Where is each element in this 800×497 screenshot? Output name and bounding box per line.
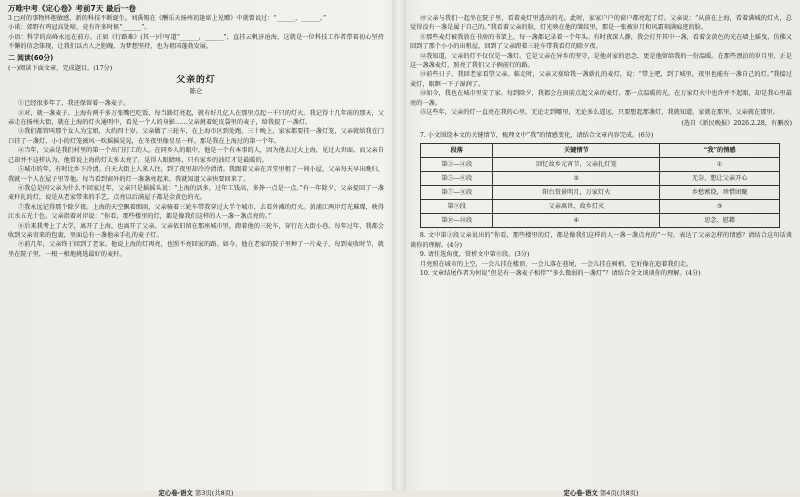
table-cell: 父亲离世，故乡灯灭 — [493, 200, 660, 214]
table-cell: ② — [493, 172, 660, 186]
intro-line: 小诺：郊野有鸡冠高处啼，竟有许多时候“______”。 — [8, 24, 151, 32]
paragraph: ①已经很多年了，我还保留着一盏麦子。 — [17, 100, 130, 108]
emotion-table — [420, 143, 780, 228]
footer-page: 第3页(共8页) — [194, 489, 234, 497]
table-cell: 乡愁萦绕，珍惜团聚 — [660, 186, 780, 200]
page-fold — [392, 0, 406, 491]
question-8: 8. 文中第③段父亲说出的“你看，那些楼里的灯，都是像我们这样的人一盏一盏点亮的”一句，表达了父亲怎样的情感？请结合这句话谈谈你的理解。(4分) — [410, 232, 792, 249]
table-cell: 第⑤—⑥段 — [421, 172, 493, 186]
table-row — [421, 172, 780, 186]
table-cell: ① — [660, 158, 780, 172]
page-number — [8, 488, 384, 497]
table-cell: 第⑨段 — [421, 200, 493, 214]
footer-brand: 定心卷·语文 — [563, 489, 598, 497]
subsection-heading: (一)阅读下面文章，完成题目。(17分) — [8, 65, 113, 73]
table-cell: 无奈、想让父亲开心 — [660, 172, 780, 186]
paragraph: ⑭如今，我也在城市里安了家。每到除夕，我都会在窗前点起父亲的麦灯。那一点温暖的光，在万家灯火中也许并不起眼，却是我心里最亮的一盏。 — [410, 90, 792, 107]
table-cell: 第⑩—⑭段 — [421, 214, 493, 228]
question-9: 9. 请任选角度，赏析文中第⑪段。(3分) — [419, 251, 530, 259]
paragraph: ②对，就一盏麦子。上海有两千多万张嘴巴吃饭，每当路灯亮起，就有好几亿人在那里点起一千只的灯火。我记得十几年前的那天，父亲走在扬州大街，就在上海的灯火通明中，看见一个人的身影……父亲挑着蛇皮袋里的麦子，给我提了一盏灯。 — [8, 109, 384, 127]
right-page — [410, 14, 792, 476]
left-page — [8, 14, 384, 476]
table-row — [421, 158, 780, 172]
table-cell: 第⑦—⑧段 — [421, 186, 493, 200]
table-row — [421, 200, 780, 214]
table-row — [421, 186, 780, 200]
table-row — [421, 214, 780, 228]
table-cell: 回忆故乡元宵节，父亲扎灯笼 — [493, 158, 660, 172]
paragraph: ⑩父亲与我们一起坐在院子里，看着麦灯里透出的光。此时，家家户户的窗户都亮起了灯。父亲说：“从前在上海，看着满城的灯火，总觉得没有一盏是属于自己的。”我看着父亲的脸，灯光映在他的皱纹里，那是一张被岁月和风霜刻满痕迹的脸。 — [410, 15, 792, 32]
question-9-quote: 月亮照在城市的上空，一会儿挂在楼顶，一会儿落在巷尾，一会儿挂在树梢，它好像在追着我们走。 — [419, 260, 693, 268]
paragraph: ⑨前几年，父亲终于回到了老家。他说上海的灯再亮，也照不亮回家的路。如今，他在老家的院子里种了一片麦子，每到麦收时节，就坐在院子里，一根一根地挑选最好的麦秆。 — [8, 241, 384, 258]
footer-page: 第4页(共8页) — [599, 489, 639, 497]
table-cell: ④ — [493, 214, 660, 228]
table-cell: 第③—④段 — [421, 158, 493, 172]
paragraph: ⑮这些年，父亲的灯一直亮在我的心里。无论走到哪里，无论多么遥远，只要想起那盏灯，我就知道，家就在那里，父亲就在那里。 — [419, 109, 779, 117]
paragraph: ④当年，父亲是我们村里的第一个出门打工的人。在同乡人的眼中，他是一个有本事的人，因为他去过大上海，见过大世面。而父亲自己却并不这样认为，他常说上海的灯太多太亮了，晃得人眼睛疼，只有家乡的油灯才是最暖的。 — [8, 147, 384, 164]
table-header: 段落 — [421, 144, 493, 158]
paragraph: ⑪那些麦灯被我放在书房的书架上，每一盏都记录着一个年头。有时夜深人静，我会打开其中一盏，看着金黄色的光在墙上摇曳，仿佛又回到了那个小小的出租屋，回到了父亲蹬着三轮车带我看灯的除夕夜。 — [410, 33, 792, 51]
intro-line: 3 □对的事物怀抱敏感，新的科技不断诞生。刘禹锡在《酬乐天扬州初逢席上见赠》中就曾说过：“______，______。” — [8, 15, 327, 22]
paragraph: ⑫我知道，父亲的灯不仅仅是一盏灯。它是父亲在异乡的坚守，是他对家的思念，更是他留给我的一份温暖。在那些漂泊的岁月里，正是这一盏盏麦灯，照亮了我们父子俩前行的路。 — [410, 52, 792, 70]
paragraph: ⑬前些日子，我回老家看望父亲。临走时，父亲又塞给我一盏新扎的麦灯，说：“带上吧，到了城里，夜里也能有一盏自己的灯。”我接过麦灯，眼眶一下子湿润了。 — [410, 71, 792, 88]
question-10: 10. 文章结尾作者为何说“但是有一盏麦子相伴”“多么微弱的一盏灯”？请结合全文谈谈你的理解。(4分) — [419, 269, 701, 277]
paragraph: ③我们都管叫那个女人为宝姐，大约四十岁。父亲做了三轮车，在上海市区到处跑。三十晚上，家家都要挂一盏灯笼，父亲就给我在门口挂了一盏灯，小小的灯笼被风一吹摇摇晃晃，在冬夜里像星星一样。那是我在上海过的第一个年。 — [8, 128, 384, 145]
article-author: 陈仑 — [189, 86, 203, 95]
paragraph: ⑧后来我考上了大学，离开了上海，也离开了父亲。父亲依旧留在那座城市里，蹬着他的三轮车，穿行在大街小巷。每年过年，我都会收到父亲寄来的包裹，里面总有一盏他亲手扎的麦子灯。 — [8, 222, 384, 239]
table-cell: ③ — [660, 200, 780, 214]
paragraph: ⑤城市的年，有时比乡下冷清。白天大街上人来人往，到了夜里却冷冷清清。我跟着父亲在弄堂里租了一间小屋，父亲每天早出晚归，我就一个人在屋子里等他。每当看到窗外的灯一盏盏亮起来，我就知道父亲快要回来了。 — [8, 166, 384, 183]
table-header: “我”的情感 — [660, 144, 780, 158]
paragraph: ⑦我永远记得那个除夕夜。上海的天空飘着细雨，父亲骑着三轮车带我穿过大半个城市，去看外滩的灯火。黄浦江两岸灯光璀璨，映得江水五光十色。父亲指着对岸说：“你看，那些楼里的灯，都是像我们这样的人一盏一盏点亮的。” — [8, 203, 384, 221]
page-number — [410, 488, 792, 497]
table-cell: 阳台赏景明月，万家灯火 — [493, 186, 660, 200]
page-header: 万唯中考《定心卷》考前7天 最后一卷 — [8, 4, 136, 13]
article-source: (选自《新民晚报》2026.2.28，有删改) — [681, 120, 792, 128]
footer-brand: 定心卷·语文 — [158, 489, 193, 497]
table-header: 关键情节 — [493, 144, 660, 158]
paragraph: ⑥我总是问父亲为什么不回家过年，父亲只是摇摇头说：“上海的活多，过年工钱高，多挣一点是一点。”有一年除夕，父亲提回了一盏麦秆扎的灯，说是从老家带来的手艺，点亮以后满屋子都是金黄色的光。 — [8, 184, 384, 202]
article-title: 父亲的灯 — [176, 75, 216, 86]
table-cell: 思念、慰藉 — [660, 214, 780, 228]
question-7: 7. 小文围绕本文的关键情节，梳理文中“我”的情感变化，请结合文章内容完成。(6分) — [419, 131, 654, 139]
section-heading: 二 阅读(60分) — [8, 53, 54, 62]
intro-line: 小语：科学的高峰永远在前方。正如《行路难》(其一)中写道“______，______”，直挂云帆济沧海，这就是一位科技工作者带着初心坚持不懈的信念体现，让我们以古人之胆魄、为梦想坚持，也为祖国蓬勃发展。 — [8, 33, 384, 51]
